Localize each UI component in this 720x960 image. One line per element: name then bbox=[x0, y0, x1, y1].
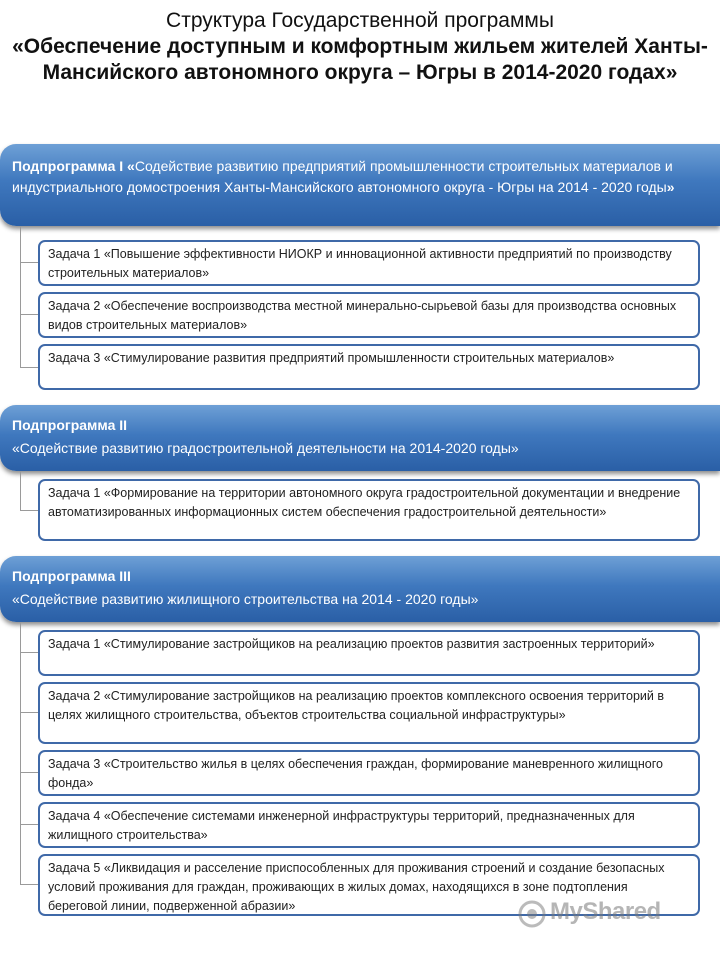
connector-stub bbox=[20, 772, 38, 773]
subprogram-1-task-1: Задача 1 «Повышение эффективности НИОКР и инновационной активности предприятий по производству строительных материалов» bbox=[38, 240, 700, 286]
subprogram-3-task-2: Задача 2 «Стимулирование застройщиков на реализацию проектов комплексного освоения территорий в целях жилищного строительства, объектов строительства социальной инфраструктуры» bbox=[38, 682, 700, 744]
subprogram-3-task-5: Задача 5 «Ликвидация и расселение приспособленных для проживания строений и создание безопасных условий проживания для граждан, проживающих в жилых домах, находящихся в зоне подтопления береговой линии, подверженной абразии» bbox=[38, 854, 700, 916]
subprogram-1-task-3: Задача 3 «Стимулирование развития предприятий промышленности строительных материалов» bbox=[38, 344, 700, 390]
myshared-logo-icon bbox=[517, 899, 547, 929]
title-line-1: Структура Государственной программы bbox=[166, 9, 554, 32]
subprogram-2-label: Подпрограмма II bbox=[12, 417, 128, 433]
subprogram-2-task-1: Задача 1 «Формирование на территории автономного округа градостроительной документации и внедрение автоматизированных информационных систем обеспечения градостроительной деятельности» bbox=[38, 479, 700, 541]
subprogram-1-name: Содействие развитию предприятий промышленности строительных материалов и индустриального домостроения Ханты-Мансийского автономного округа - Югры на 2014 - 2020 годы bbox=[12, 158, 673, 195]
subprogram-1-header bbox=[0, 144, 720, 226]
watermark: MyShared bbox=[550, 898, 661, 925]
connector-stub bbox=[20, 262, 38, 263]
connector-stub bbox=[20, 314, 38, 315]
connector-stub bbox=[20, 824, 38, 825]
connector-stub bbox=[20, 510, 38, 511]
subprogram-1-connector bbox=[20, 226, 39, 368]
connector-stub bbox=[20, 884, 38, 885]
subprogram-3-task-1: Задача 1 «Стимулирование застройщиков на реализацию проектов развития застроенных территорий» bbox=[38, 630, 700, 676]
subprogram-2-name: «Содействие развитию градостроительной деятельности на 2014-2020 годы» bbox=[12, 440, 519, 456]
title-line-2: «Обеспечение доступным и комфортным жильем жителей Ханты-Мансийского автономного округа – Югры в 2014-2020 годах» bbox=[12, 35, 708, 84]
connector-stub bbox=[20, 652, 38, 653]
subprogram-1-label: Подпрограмма I « bbox=[12, 158, 135, 174]
subprogram-3-label: Подпрограмма III bbox=[12, 568, 131, 584]
subprogram-3-task-4: Задача 4 «Обеспечение системами инженерной инфраструктуры территорий, предназначенных для жилищного строительства» bbox=[38, 802, 700, 848]
connector-stub bbox=[20, 367, 38, 368]
subprogram-1-close: » bbox=[666, 179, 675, 195]
subprogram-1-task-2: Задача 2 «Обеспечение воспроизводства местной минерально-сырьевой базы для производства основных видов строительных материалов» bbox=[38, 292, 700, 338]
subprogram-2-header bbox=[0, 405, 720, 471]
subprogram-3-header bbox=[0, 556, 720, 622]
subprogram-3-connector bbox=[20, 622, 39, 885]
page-title bbox=[0, 8, 720, 86]
subprogram-2-connector bbox=[20, 471, 39, 511]
subprogram-3-name: «Содействие развитию жилищного строительства на 2014 - 2020 годы» bbox=[12, 591, 479, 607]
subprogram-3-task-3: Задача 3 «Строительство жилья в целях обеспечения граждан, формирование маневренного жилищного фонда» bbox=[38, 750, 700, 796]
connector-stub bbox=[20, 712, 38, 713]
